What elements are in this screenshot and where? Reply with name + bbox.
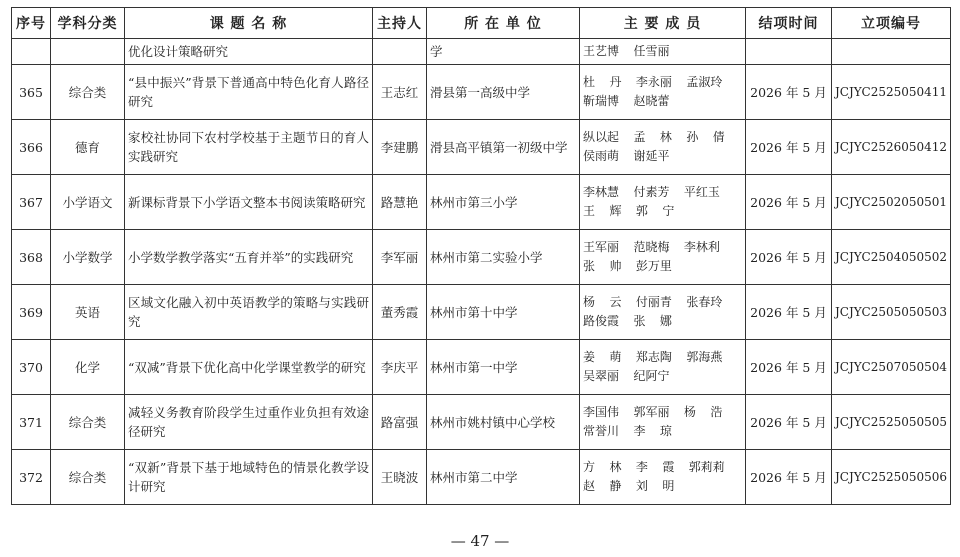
cell-host: 董秀霞 bbox=[373, 285, 427, 340]
cell-members: 方 林 李 霞 郭莉莉 赵 静 刘 明 bbox=[580, 450, 746, 505]
cell-members: 姜 萌 郑志陶 郭海燕 吴翠丽 纪阿宁 bbox=[580, 340, 746, 395]
cell-members: 王军丽 范晓梅 李林利 张 帅 彭万里 bbox=[580, 230, 746, 285]
cell-members: 李林慧 付素芳 平红玉 王 辉 郭 宁 bbox=[580, 175, 746, 230]
cell-no: 366 bbox=[12, 120, 51, 175]
cell-unit: 林州市第一中学 bbox=[427, 340, 580, 395]
cell-code: JCJYC2525050411 bbox=[832, 65, 951, 120]
cell-code: JCJYC2525050506 bbox=[832, 450, 951, 505]
header-no: 序号 bbox=[12, 8, 51, 39]
cell-host: 李庆平 bbox=[373, 340, 427, 395]
header-category: 学科分类 bbox=[51, 8, 125, 39]
table-row bbox=[12, 175, 951, 230]
cell-unit: 滑县第一高级中学 bbox=[427, 65, 580, 120]
cell-unit: 林州市第二中学 bbox=[427, 450, 580, 505]
cell-category: 小学语文 bbox=[51, 175, 125, 230]
header-members: 主 要 成 员 bbox=[580, 8, 746, 39]
cell-no: 369 bbox=[12, 285, 51, 340]
cell-host: 李建鹏 bbox=[373, 120, 427, 175]
table-header-row bbox=[12, 8, 951, 39]
table-row bbox=[12, 120, 951, 175]
cell-code: JCJYC2525050505 bbox=[832, 395, 951, 450]
cell-title: 减轻义务教育阶段学生过重作业负担有效途径研究 bbox=[125, 395, 373, 450]
header-unit: 所 在 单 位 bbox=[427, 8, 580, 39]
header-code: 立项编号 bbox=[832, 8, 951, 39]
cell-end-time: 2026 年 5 月 bbox=[746, 120, 832, 175]
cell-category bbox=[51, 39, 125, 65]
cell-host: 路富强 bbox=[373, 395, 427, 450]
cell-host: 路慧艳 bbox=[373, 175, 427, 230]
cell-unit: 林州市第十中学 bbox=[427, 285, 580, 340]
cell-members: 杨 云 付丽青 张春玲 路俊霞 张 娜 bbox=[580, 285, 746, 340]
cell-end-time: 2026 年 5 月 bbox=[746, 450, 832, 505]
cell-title: “双新”背景下基于地域特色的情景化教学设计研究 bbox=[125, 450, 373, 505]
project-table bbox=[11, 7, 951, 505]
cell-host bbox=[373, 39, 427, 65]
cell-no: 367 bbox=[12, 175, 51, 230]
table-row bbox=[12, 285, 951, 340]
cell-unit: 林州市第二实验小学 bbox=[427, 230, 580, 285]
cell-no: 371 bbox=[12, 395, 51, 450]
cell-category: 化学 bbox=[51, 340, 125, 395]
cell-no bbox=[12, 39, 51, 65]
cell-category: 综合类 bbox=[51, 395, 125, 450]
table-row bbox=[12, 230, 951, 285]
cell-title: 新课标背景下小学语文整本书阅读策略研究 bbox=[125, 175, 373, 230]
page-number: — 47 — bbox=[450, 532, 510, 550]
cell-title: 区域文化融入初中英语教学的策略与实践研究 bbox=[125, 285, 373, 340]
cell-code: JCJYC2507050504 bbox=[832, 340, 951, 395]
cell-end-time: 2026 年 5 月 bbox=[746, 65, 832, 120]
cell-unit: 学 bbox=[427, 39, 580, 65]
cell-category: 综合类 bbox=[51, 65, 125, 120]
cell-no: 365 bbox=[12, 65, 51, 120]
cell-code: JCJYC2502050501 bbox=[832, 175, 951, 230]
cell-end-time: 2026 年 5 月 bbox=[746, 175, 832, 230]
header-host: 主持人 bbox=[373, 8, 427, 39]
table-row bbox=[12, 395, 951, 450]
table-row bbox=[12, 450, 951, 505]
cell-members: 王艺博 任雪丽 bbox=[580, 39, 746, 65]
cell-category: 德育 bbox=[51, 120, 125, 175]
cell-category: 综合类 bbox=[51, 450, 125, 505]
cell-unit: 林州市姚村镇中心学校 bbox=[427, 395, 580, 450]
cell-host: 王志红 bbox=[373, 65, 427, 120]
cell-host: 王晓波 bbox=[373, 450, 427, 505]
cell-members: 杜 丹 李永丽 孟淑玲 靳瑞博 赵晓蕾 bbox=[580, 65, 746, 120]
cell-no: 372 bbox=[12, 450, 51, 505]
cell-title: “县中振兴”背景下普通高中特色化育人路径研究 bbox=[125, 65, 373, 120]
cell-title: 家校社协同下农村学校基于主题节日的育人实践研究 bbox=[125, 120, 373, 175]
cell-end-time: 2026 年 5 月 bbox=[746, 285, 832, 340]
cell-host: 李军丽 bbox=[373, 230, 427, 285]
cell-code bbox=[832, 39, 951, 65]
header-end-time: 结项时间 bbox=[746, 8, 832, 39]
table-row bbox=[12, 340, 951, 395]
cell-unit: 林州市第三小学 bbox=[427, 175, 580, 230]
cell-code: JCJYC2526050412 bbox=[832, 120, 951, 175]
cell-no: 368 bbox=[12, 230, 51, 285]
cell-end-time: 2026 年 5 月 bbox=[746, 230, 832, 285]
cell-title: 小学数学教学落实“五育并举”的实践研究 bbox=[125, 230, 373, 285]
cell-no: 370 bbox=[12, 340, 51, 395]
cell-end-time: 2026 年 5 月 bbox=[746, 395, 832, 450]
cell-members: 纵以起 孟 林 孙 倩 侯雨萌 谢延平 bbox=[580, 120, 746, 175]
cell-title: 优化设计策略研究 bbox=[125, 39, 373, 65]
cell-unit: 滑县高平镇第一初级中学 bbox=[427, 120, 580, 175]
cell-end-time bbox=[746, 39, 832, 65]
cell-category: 英语 bbox=[51, 285, 125, 340]
header-title: 课 题 名 称 bbox=[125, 8, 373, 39]
cell-members: 李国伟 郭军丽 杨 浩 常誉川 李 琼 bbox=[580, 395, 746, 450]
continuation-row bbox=[12, 39, 951, 65]
cell-title: “双减”背景下优化高中化学课堂教学的研究 bbox=[125, 340, 373, 395]
table-row bbox=[12, 65, 951, 120]
cell-code: JCJYC2504050502 bbox=[832, 230, 951, 285]
cell-code: JCJYC2505050503 bbox=[832, 285, 951, 340]
cell-category: 小学数学 bbox=[51, 230, 125, 285]
cell-end-time: 2026 年 5 月 bbox=[746, 340, 832, 395]
